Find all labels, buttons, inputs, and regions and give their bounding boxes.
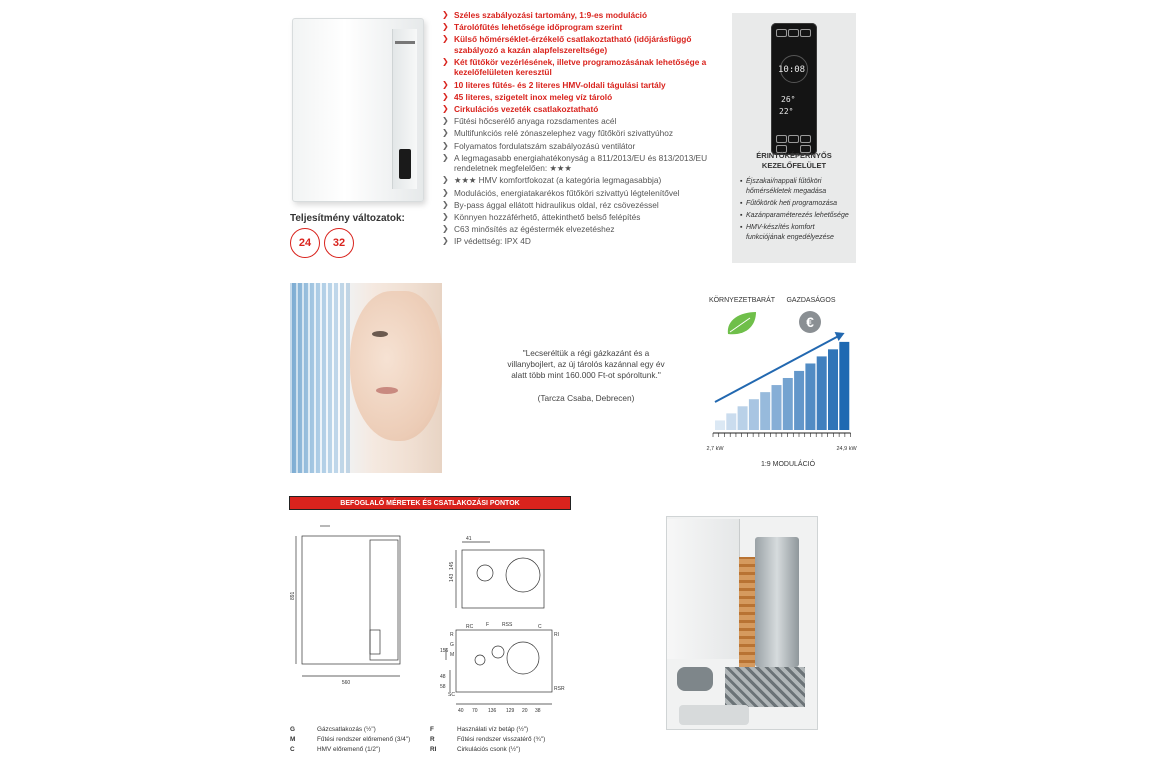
feature-item: ❯ Könnyen hozzáférhető, áttekinthető belső felépítés [442,212,641,223]
dim-depth-b: 145 [449,561,455,570]
modulation-bar [749,399,759,430]
modulation-bar [817,356,827,430]
feature-item: ❯ Cirkulációs vezeték csatlakoztatható [442,104,599,115]
dim-bottom-0: 40 [458,708,464,714]
modulation-bar [772,385,782,430]
modulation-bar [760,392,770,430]
variant-badge-24: 24 [290,228,320,258]
modulation-bar [794,371,804,430]
legend-item: RI Cirkulációs csonk (½") [430,746,521,753]
feature-item: ❯ IP védettség: IPX 4D [442,236,531,247]
feature-item: ❯ ★★★ HMV komfortfokozat (a kategória legmagasabbja) [442,175,662,186]
modulation-bar [783,378,793,430]
heat-exchanger [679,705,749,725]
conn-M: M [450,652,455,658]
legend-item: R Fűtési rendszer visszatérő (¾") [430,736,546,743]
legend-item: C HMV előremenő (1/2") [290,746,381,753]
dimensions-header: BEFOGLALÓ MÉRETEK ÉS CSATLAKOZÁSI PONTOK [289,496,571,510]
screen-temp-2: 22° [779,107,794,116]
boiler-door [667,519,740,659]
modulation-bar [715,420,725,430]
conn-RC: RC [466,624,474,630]
dim-height: 891 [290,591,296,600]
dim-bottom-5: 38 [535,708,541,714]
legend-item: G Gázcsatlakozás (½") [290,726,376,733]
modulation-bar [839,342,849,430]
conn-G: G [450,642,454,648]
cp-feature-item: ▪ Fűtőkörök heti programozása [740,200,838,207]
feature-item: ❯ 45 literes, szigetelt inox meleg víz tároló [442,91,613,102]
dim-offset: 41 [466,536,472,542]
conn-R: R [450,632,454,638]
front-view-side [370,540,398,660]
variants-label: Teljesítmény változatok: [290,213,405,224]
modulation-bar [738,406,748,430]
conn-C: C [538,624,542,630]
feature-list [442,10,727,249]
label-environment: KÖRNYEZETBARÁT [708,297,776,304]
brand-logo [395,41,415,44]
dim-side-0: 156 [440,648,449,654]
modulation-bar [805,363,815,430]
fan-circle [506,558,540,592]
feature-item: ❯ Multifunkciós relé zónaszelephez vagy fűtőköri szivattyúhoz [442,128,674,139]
variant-badge-32: 32 [324,228,354,258]
dim-side-2: 58 [440,684,446,690]
dim-depth-a: 143 [449,573,455,582]
control-panel-features [740,177,854,245]
lips-shape [376,387,398,394]
woman-water-photo [290,283,442,473]
open-boiler-photo [666,516,818,730]
feature-item: ❯ By-pass ággal ellátott hidraulikus oldal, réz csövezéssel [442,199,659,210]
feature-item: ❯ C63 minősítés az égéstermék elvezetéshez [442,224,615,235]
conn-RSS: RSS [502,622,513,628]
conn-RI: RI [554,632,559,638]
feature-item: ❯ A legmagasabb energiahatékonyság a 811/2013/EU és 813/2013/EU rendeletnek megfelelően: ★★★ [442,152,708,174]
legend-item: M Fűtési rendszer előremenő (3/4") [290,736,411,743]
control-panel-title: ÉRINTŐKÉPERNYŐS KEZELŐFELÜLET [756,151,832,170]
water-curtain [290,283,350,473]
feature-item: ❯ Külső hőmérséklet-érzékelő csatlakoztatható (időjárásfüggő szabályozó a kazán alapfelszereltsége) [442,34,692,55]
feature-item: ❯ Modulációs, energiatakarékos fűtőköri szivattyú légtelenítővel [442,187,680,198]
dim-width: 560 [341,680,351,686]
testimonial-author: (Tarcza Csaba, Debrecen) [537,393,635,403]
screen-time: 10:08 [778,65,806,75]
expansion-tank [755,537,799,667]
technical-drawings [290,520,580,720]
dim-bottom-1: 70 [472,708,478,714]
flue-circle [477,565,493,581]
conn-RSR: RSR [554,686,565,692]
feature-item: ❯ Tárolófűtés lehetősége időprogram szerint [442,22,623,33]
modulation-bar [726,413,736,430]
feature-item: ❯ Fűtési hőcserélő anyaga rozsdamentes acél [442,116,617,127]
front-view-panel [370,630,380,654]
leaf-icon [728,312,756,334]
bottom-view-outline [456,630,552,692]
x-min-label: 2,7 kW [706,446,724,452]
face-shape [350,291,442,441]
dim-side-1: 48 [440,674,446,680]
dim-bottom-4: 20 [522,708,528,714]
top-view-outline [462,550,544,608]
euro-icon [799,311,821,333]
touchscreen-image [771,23,817,155]
svg-text:€: € [806,314,814,330]
dim-bottom-2: 136 [488,708,497,714]
pump-unit [677,667,713,691]
x-max-label: 24,9 kW [836,446,857,452]
hydraulic-block [725,667,805,707]
modulation-chart [700,290,875,470]
modulation-bar [828,349,838,430]
control-panel-box [732,13,856,263]
dim-bottom-3: 129 [506,708,515,714]
conn-SC: SC [448,692,455,698]
feature-item: ❯ Két fűtőkör vezérlésének, illetve programozásának lehetősége a kezelőfelületen keresztül [442,57,707,78]
boiler-display [399,149,411,179]
cp-feature-item: ▪ Kazánparaméterezés lehetősége [740,212,849,219]
chart-title: 1:9 MODULÁCIÓ [760,461,816,468]
cp-feature-item: ▪ Éjszakai/nappali fűtőköri hőmérsékletek megadása [740,178,827,195]
feature-item: ❯ 10 literes fűtés- és 2 literes HMV-oldali tágulási tartály [442,79,666,90]
conn-F: F [486,622,490,628]
feature-item: ❯ Folyamatos fordulatszám szabályozású ventilátor [442,140,636,151]
eye-shape [372,331,388,337]
testimonial-quote: "Lecseréltük a régi gázkazánt és a villanybojlert, az új tárolós kazánnal egy év alatt több mint 160.000 Ft-ot spóroltunk." [507,348,665,380]
legend-item: F Használati víz betáp (½") [430,726,529,733]
cp-feature-item: ▪ HMV-készítés komfort funkciójának engedélyezése [740,224,834,241]
feature-item: ❯ Széles szabályozási tartomány, 1:9-es moduláció [442,10,648,20]
front-view-outline [302,536,400,664]
label-economic: GAZDASÁGOS [786,297,836,304]
boiler-product-image [292,18,424,202]
screen-temp-1: 26° [781,95,796,104]
